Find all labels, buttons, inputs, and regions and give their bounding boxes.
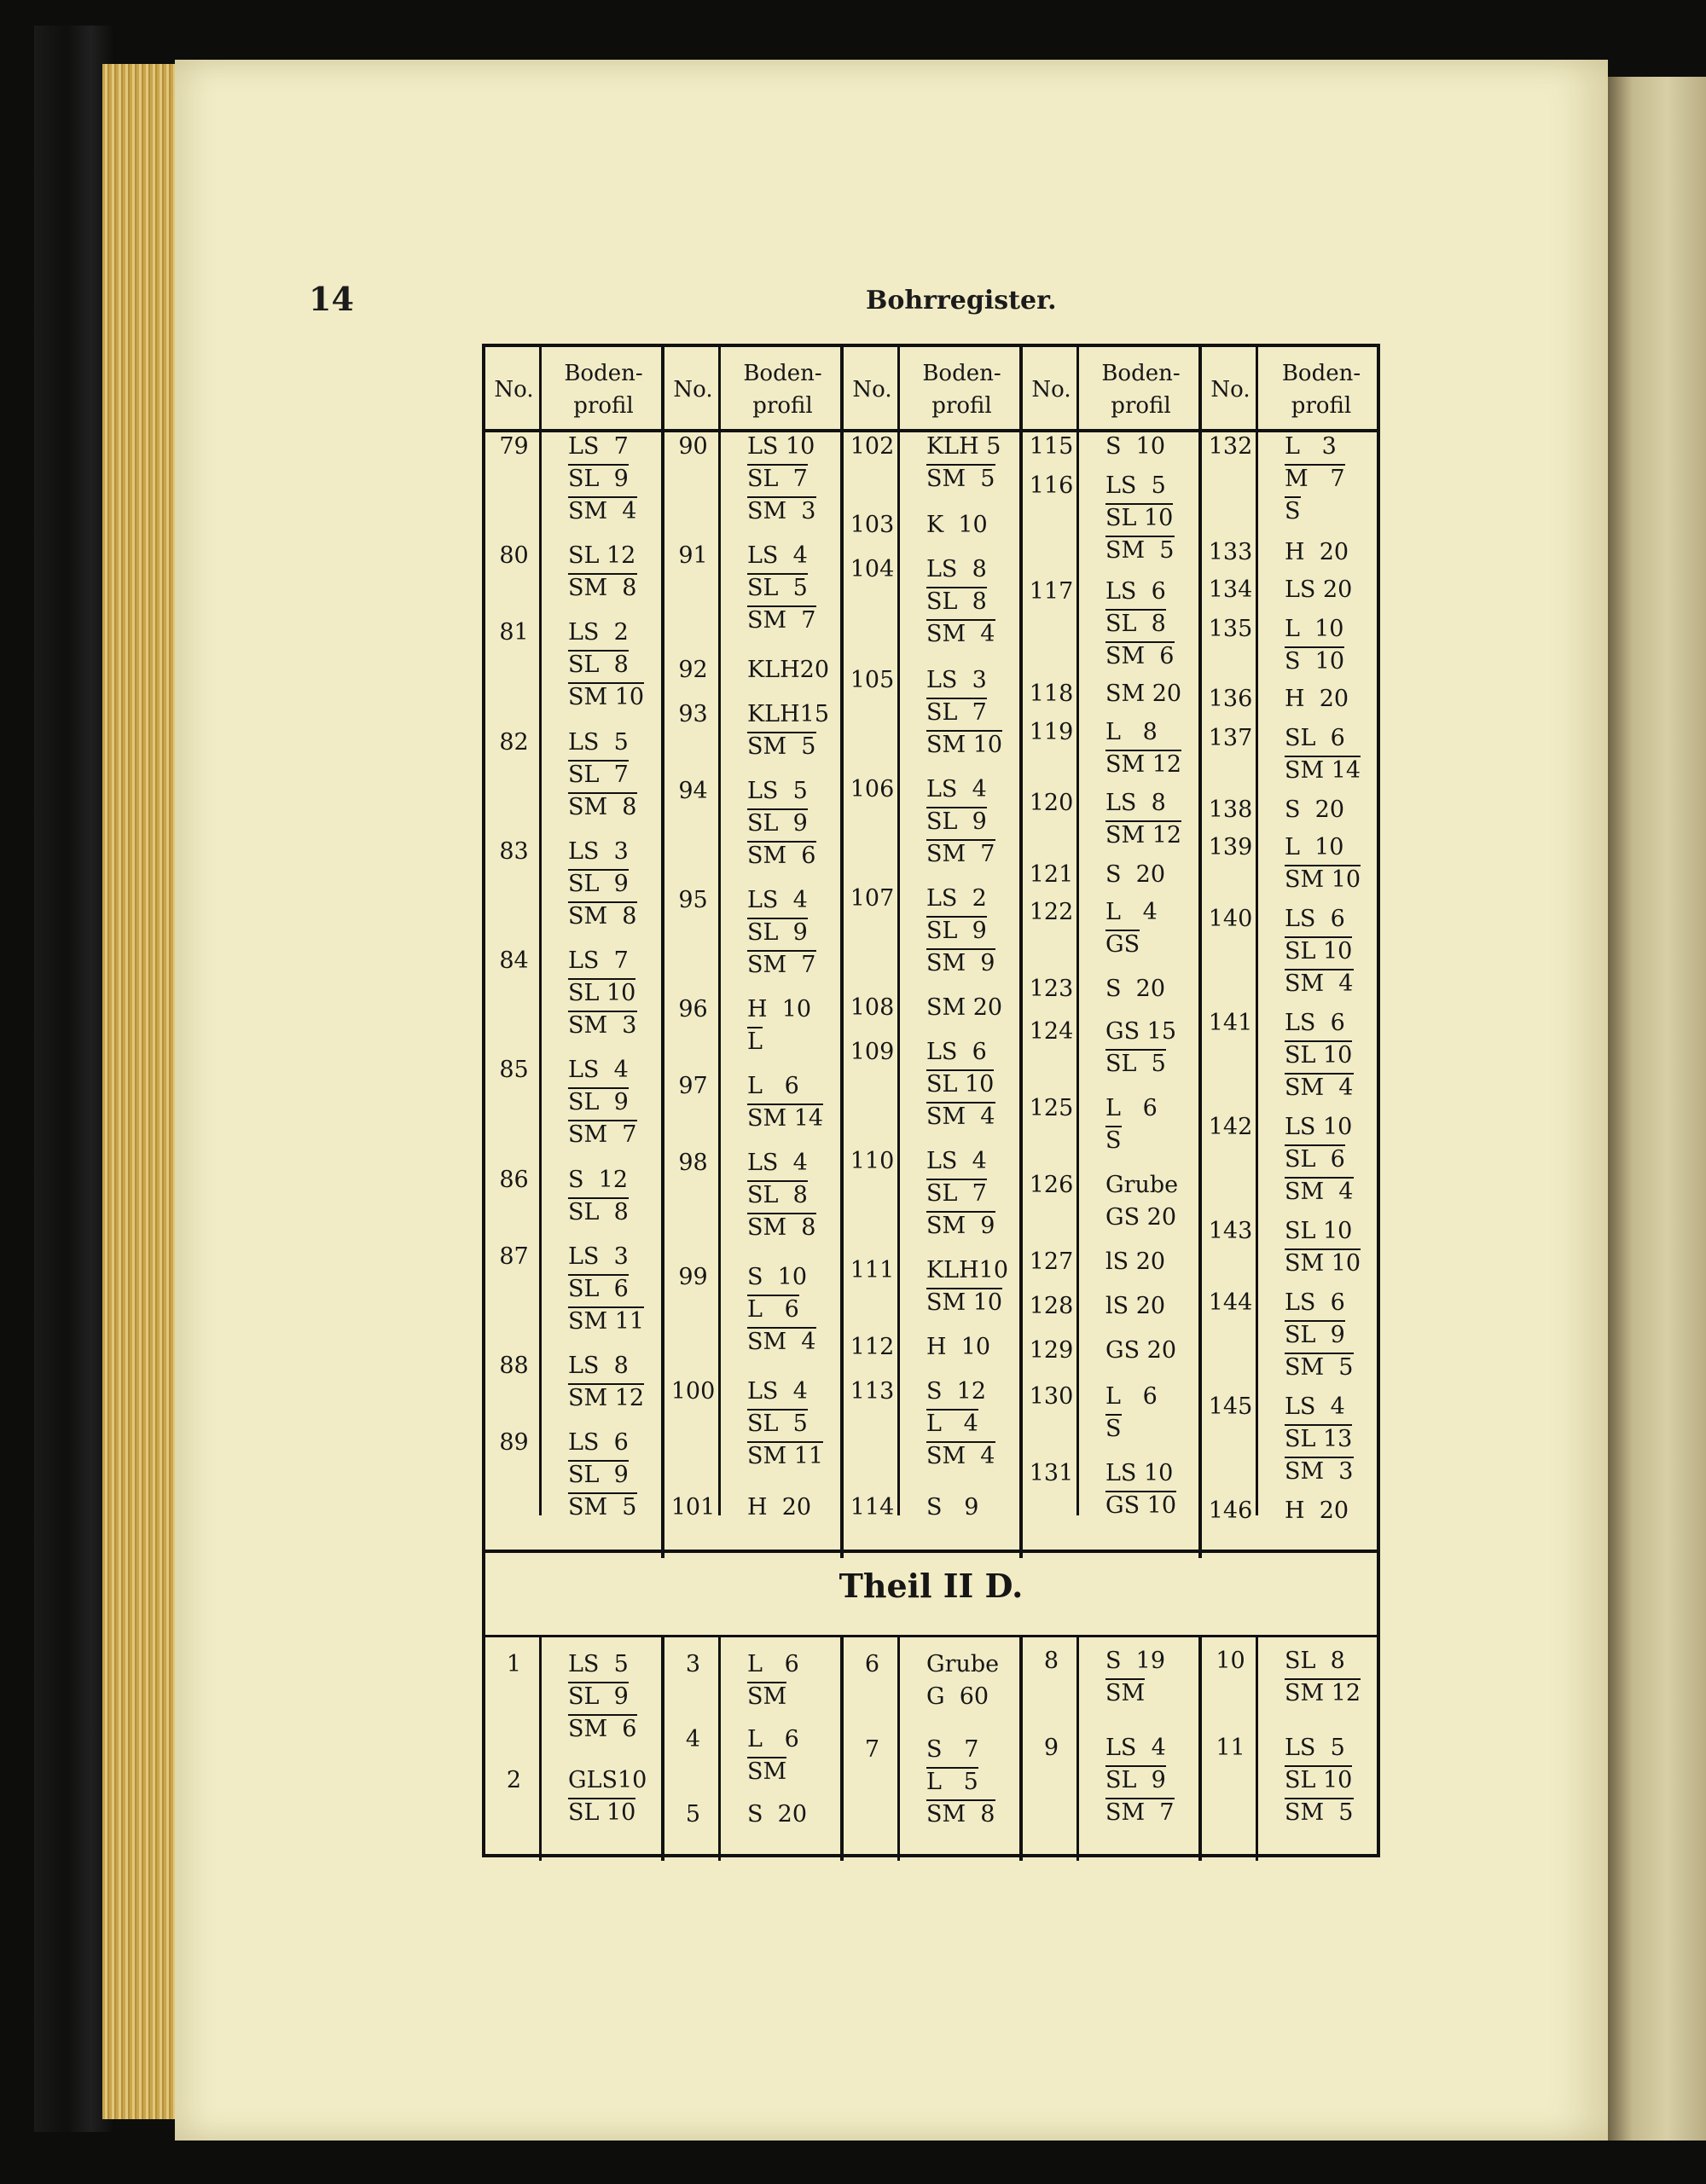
boring-number: 112 xyxy=(850,1334,895,1360)
soil-profile-entry: GS 10 xyxy=(1105,1492,1177,1519)
soil-profile-entry: SM 5 xyxy=(568,1494,637,1521)
soil-profile-entry: SM 10 xyxy=(1285,866,1361,893)
soil-profile-entry: LS 4 xyxy=(747,1378,808,1405)
soil-profile-entry: LS 7 xyxy=(568,947,629,974)
boring-number: 8 xyxy=(1043,1648,1059,1674)
boring-number: 10 xyxy=(1216,1648,1245,1674)
soil-profile-entry: L 6 xyxy=(1105,1383,1158,1410)
soil-profile-entry: SL 10 xyxy=(568,1799,636,1826)
boring-number: 101 xyxy=(670,1494,716,1521)
soil-profile-entry: SM 7 xyxy=(747,607,816,634)
boring-number: 79 xyxy=(499,433,529,460)
soil-profile-entry: SM 7 xyxy=(1105,1799,1175,1826)
soil-profile-entry: H 20 xyxy=(1285,539,1349,565)
soil-profile-entry: H 20 xyxy=(747,1494,812,1521)
soil-profile-entry: SL 7 xyxy=(568,762,629,788)
soil-profile-entry: L 6 xyxy=(747,1073,799,1099)
boring-number: 85 xyxy=(499,1057,529,1083)
soil-profile-entry: SL 5 xyxy=(747,575,808,601)
boring-number: 86 xyxy=(499,1167,529,1193)
soil-profile-entry: SM 4 xyxy=(926,1443,995,1469)
soil-profile-entry: LS 3 xyxy=(926,667,987,693)
soil-profile-entry: LS 5 xyxy=(568,1651,629,1677)
soil-profile-entry: LS 3 xyxy=(568,1243,629,1270)
boring-number: 119 xyxy=(1029,719,1074,745)
soil-profile-entry: LS 8 xyxy=(1105,790,1166,816)
soil-profile-entry: SM 3 xyxy=(747,498,816,524)
soil-profile-entry: SL 7 xyxy=(747,466,808,492)
soil-profile-entry: LS 6 xyxy=(1285,906,1345,932)
soil-profile-entry: SM 7 xyxy=(747,952,816,978)
boring-number: 132 xyxy=(1208,433,1253,460)
soil-profile-entry: LS 7 xyxy=(568,433,629,460)
soil-profile-entry: SL 7 xyxy=(926,1180,987,1207)
boring-number: 126 xyxy=(1029,1172,1074,1198)
boring-number: 130 xyxy=(1029,1383,1074,1410)
soil-profile-entry: SM xyxy=(1105,1680,1146,1706)
boring-number: 133 xyxy=(1208,539,1253,565)
soil-profile-entry: SL 10 xyxy=(926,1071,995,1098)
soil-profile-entry: LS 5 xyxy=(568,729,629,756)
soil-profile-entry: SM 4 xyxy=(926,1104,995,1130)
soil-profile-entry: SL 9 xyxy=(568,1462,629,1488)
soil-profile-entry: SM 9 xyxy=(926,1213,995,1239)
soil-profile-entry: SL 9 xyxy=(568,466,629,492)
boring-number: 87 xyxy=(499,1243,529,1270)
soil-profile-entry: SM 5 xyxy=(926,466,995,492)
header-profile: Boden- profil xyxy=(564,361,643,419)
boring-number: 137 xyxy=(1208,725,1253,751)
boring-number: 102 xyxy=(850,433,895,460)
boring-number: 89 xyxy=(499,1429,529,1456)
soil-profile-entry: KLH10 xyxy=(926,1257,1009,1283)
soil-profile-entry: SM 10 xyxy=(1285,1250,1361,1277)
boring-number: 97 xyxy=(678,1073,708,1099)
soil-profile-entry: SL 10 xyxy=(568,980,636,1006)
boring-number: 99 xyxy=(678,1264,708,1290)
soil-profile-entry: SM 4 xyxy=(568,498,637,524)
soil-profile-entry: LS 8 xyxy=(568,1353,629,1379)
soil-profile-entry: S 12 xyxy=(568,1167,629,1193)
soil-profile-entry: Grube xyxy=(1105,1172,1179,1198)
boring-number: 134 xyxy=(1208,576,1253,603)
soil-profile-entry: S xyxy=(1285,498,1301,524)
boring-number: 80 xyxy=(499,542,529,569)
soil-profile-entry: SL 9 xyxy=(1285,1322,1345,1348)
soil-profile-entry: SL 8 xyxy=(1105,611,1166,637)
soil-profile-entry: L 6 xyxy=(747,1726,799,1752)
soil-profile-entry: H 20 xyxy=(1285,686,1349,712)
soil-profile-entry: SL 9 xyxy=(747,919,808,946)
boring-number: 95 xyxy=(678,887,708,913)
boring-number: 125 xyxy=(1029,1095,1074,1121)
soil-profile-entry: M 7 xyxy=(1285,466,1345,492)
bore-register-table xyxy=(482,344,1380,1857)
soil-profile-entry: L 5 xyxy=(926,1769,978,1795)
soil-profile-entry: GS 20 xyxy=(1105,1337,1177,1364)
soil-profile-entry: L 6 xyxy=(747,1651,799,1677)
boring-number: 91 xyxy=(678,542,708,569)
soil-profile-entry: SM 20 xyxy=(926,994,1003,1021)
soil-profile-entry: L 10 xyxy=(1285,616,1344,642)
header-no: No. xyxy=(1031,377,1071,403)
boring-number: 123 xyxy=(1029,976,1074,1002)
boring-number: 6 xyxy=(864,1651,880,1677)
boring-number: 4 xyxy=(685,1726,701,1752)
boring-number: 145 xyxy=(1208,1393,1253,1420)
soil-profile-entry: KLH 5 xyxy=(926,433,1001,460)
soil-profile-entry: Grube xyxy=(926,1651,1000,1677)
soil-profile-entry: SL 10 xyxy=(1285,1042,1353,1069)
soil-profile-entry: LS 4 xyxy=(747,1150,808,1176)
group-divider xyxy=(1198,347,1202,1558)
soil-profile-entry: SM 10 xyxy=(568,684,645,710)
boring-number: 144 xyxy=(1208,1289,1253,1316)
boring-number: 116 xyxy=(1029,472,1074,499)
section-rule-top xyxy=(485,1550,1377,1553)
boring-number: 118 xyxy=(1029,681,1074,707)
boring-number: 146 xyxy=(1208,1498,1253,1524)
soil-profile-entry: L 10 xyxy=(1285,834,1344,860)
soil-profile-entry: GS 15 xyxy=(1105,1018,1177,1045)
soil-profile-entry: SL 5 xyxy=(1105,1051,1166,1077)
soil-profile-entry: LS 4 xyxy=(568,1057,629,1083)
boring-number: 1 xyxy=(506,1651,522,1677)
soil-profile-entry: LS 4 xyxy=(926,776,987,802)
column-divider xyxy=(539,347,542,1515)
boring-number: 106 xyxy=(850,776,895,802)
soil-profile-entry: LS 6 xyxy=(1285,1289,1345,1316)
boring-number: 120 xyxy=(1029,790,1074,816)
soil-profile-entry: SM 4 xyxy=(1285,970,1354,997)
soil-profile-entry: S 20 xyxy=(1105,861,1166,888)
facing-page-edge xyxy=(1608,77,1706,2141)
soil-profile-entry: S 19 xyxy=(1105,1648,1166,1674)
boring-number: 143 xyxy=(1208,1218,1253,1244)
soil-profile-entry: KLH15 xyxy=(747,701,830,727)
soil-profile-entry: SL 8 xyxy=(568,652,629,678)
header-profile: Boden- profil xyxy=(743,361,822,419)
boring-number: 11 xyxy=(1216,1735,1245,1761)
soil-profile-entry: GS 20 xyxy=(1105,1204,1177,1231)
header-no: No. xyxy=(852,377,892,403)
soil-profile-entry: SM 5 xyxy=(747,733,816,760)
header-profile: Boden- profil xyxy=(922,361,1001,419)
soil-profile-entry: SL 9 xyxy=(568,1683,629,1710)
soil-profile-entry: SM 6 xyxy=(568,1716,637,1742)
soil-profile-entry: SL 9 xyxy=(1105,1767,1166,1793)
boring-number: 109 xyxy=(850,1039,895,1065)
soil-profile-entry: SM 4 xyxy=(1285,1075,1354,1101)
soil-profile-entry: H 20 xyxy=(1285,1498,1349,1524)
soil-profile-entry: SM 10 xyxy=(926,732,1003,758)
section-title: Theil II D. xyxy=(838,1567,1024,1605)
soil-profile-entry: SL 8 xyxy=(568,1199,629,1225)
soil-profile-entry: SL 9 xyxy=(926,808,987,835)
soil-profile-entry: SL 10 xyxy=(1105,505,1174,531)
soil-profile-entry: SM 11 xyxy=(568,1308,645,1335)
header-profile: Boden- profil xyxy=(1281,361,1361,419)
soil-profile-entry: LS 10 xyxy=(1105,1460,1174,1486)
boring-number: 121 xyxy=(1029,861,1074,888)
boring-number: 3 xyxy=(685,1651,701,1677)
page-number: 14 xyxy=(309,280,354,318)
soil-profile-entry: SM 20 xyxy=(1105,681,1182,707)
boring-number: 127 xyxy=(1029,1248,1074,1275)
soil-profile-entry: SM 5 xyxy=(1285,1799,1354,1826)
soil-profile-entry: SM 6 xyxy=(747,843,816,869)
page-edges xyxy=(102,64,179,2119)
soil-profile-entry: SM 14 xyxy=(747,1105,824,1132)
soil-profile-entry: lS 20 xyxy=(1105,1248,1166,1275)
soil-profile-entry: K 10 xyxy=(926,512,988,538)
header-no: No. xyxy=(673,377,713,403)
boring-number: 93 xyxy=(678,701,708,727)
soil-profile-entry: H 10 xyxy=(926,1334,991,1360)
soil-profile-entry: SL 8 xyxy=(747,1182,808,1208)
boring-number: 5 xyxy=(685,1801,701,1828)
soil-profile-entry: SM 12 xyxy=(1285,1680,1361,1706)
header-no: No. xyxy=(494,377,534,403)
boring-number: 113 xyxy=(850,1378,895,1405)
boring-number: 82 xyxy=(499,729,529,756)
group-divider xyxy=(1019,347,1023,1558)
soil-profile-entry: LS 3 xyxy=(568,838,629,865)
boring-number: 84 xyxy=(499,947,529,974)
soil-profile-entry: LS 4 xyxy=(747,887,808,913)
soil-profile-entry: SM 5 xyxy=(1285,1354,1354,1381)
soil-profile-entry: SL 9 xyxy=(568,1089,629,1115)
soil-profile-entry: L 6 xyxy=(1105,1095,1158,1121)
soil-profile-entry: SM 9 xyxy=(926,950,995,976)
boring-number: 131 xyxy=(1029,1460,1074,1486)
soil-profile-entry: L 4 xyxy=(926,1411,978,1437)
soil-profile-entry: G 60 xyxy=(926,1683,989,1710)
soil-profile-entry: LS 4 xyxy=(747,542,808,569)
soil-profile-entry: SM 6 xyxy=(1105,643,1175,669)
soil-profile-entry: LS 6 xyxy=(1285,1010,1345,1036)
boring-number: 114 xyxy=(850,1494,895,1521)
soil-profile-entry: SL 7 xyxy=(926,699,987,726)
soil-profile-entry: SM 12 xyxy=(1105,751,1182,778)
soil-profile-entry: SM 8 xyxy=(747,1214,816,1241)
boring-number: 92 xyxy=(678,657,708,683)
soil-profile-entry: LS 4 xyxy=(926,1148,987,1174)
boring-number: 96 xyxy=(678,996,708,1022)
boring-number: 103 xyxy=(850,512,895,538)
soil-profile-entry: SM 8 xyxy=(568,903,637,930)
boring-number: 129 xyxy=(1029,1337,1074,1364)
soil-profile-entry: SL 13 xyxy=(1285,1426,1353,1452)
soil-profile-entry: SM xyxy=(747,1683,787,1710)
soil-profile-entry: SL 5 xyxy=(747,1411,808,1437)
soil-profile-entry: SL 6 xyxy=(1285,725,1345,751)
running-head: Bohrregister. xyxy=(866,286,1057,316)
boring-number: 107 xyxy=(850,885,895,912)
boring-number: 83 xyxy=(499,838,529,865)
soil-profile-entry: LS 5 xyxy=(1105,472,1166,499)
soil-profile-entry: SM 8 xyxy=(926,1801,995,1828)
soil-profile-entry: SM 4 xyxy=(926,621,995,647)
soil-profile-entry: SM 8 xyxy=(568,794,637,820)
boring-number: 94 xyxy=(678,778,708,804)
boring-number: 139 xyxy=(1208,834,1253,860)
soil-profile-entry: S 10 xyxy=(1105,433,1166,460)
soil-profile-entry: SM 3 xyxy=(568,1012,637,1039)
soil-profile-entry: SL 10 xyxy=(1285,1767,1353,1793)
soil-profile-entry: L 4 xyxy=(1105,899,1158,925)
soil-profile-entry: SL 6 xyxy=(568,1276,629,1302)
soil-profile-entry: S 20 xyxy=(1285,797,1345,823)
soil-profile-entry: LS 10 xyxy=(1285,1114,1353,1140)
boring-number: 122 xyxy=(1029,899,1074,925)
soil-profile-entry: LS 10 xyxy=(747,433,815,460)
boring-number: 128 xyxy=(1029,1293,1074,1319)
soil-profile-entry: S 12 xyxy=(926,1378,987,1405)
soil-profile-entry: SL 12 xyxy=(568,542,636,569)
boring-number: 100 xyxy=(670,1378,716,1405)
soil-profile-entry: LS 6 xyxy=(1105,578,1166,605)
soil-profile-entry: LS 4 xyxy=(1285,1393,1345,1420)
soil-profile-entry: L xyxy=(747,1028,763,1055)
boring-number: 141 xyxy=(1208,1010,1253,1036)
soil-profile-entry: SM 5 xyxy=(1105,537,1175,564)
soil-profile-entry: LS 5 xyxy=(747,778,808,804)
soil-profile-entry: LS 20 xyxy=(1285,576,1353,603)
soil-profile-entry: LS 5 xyxy=(1285,1735,1345,1761)
soil-profile-entry: LS 8 xyxy=(926,556,987,582)
soil-profile-entry: S 10 xyxy=(747,1264,808,1290)
soil-profile-entry: LS 6 xyxy=(568,1429,629,1456)
soil-profile-entry: SM xyxy=(747,1758,787,1785)
soil-profile-entry: SL 10 xyxy=(1285,938,1353,965)
soil-profile-entry: SM 4 xyxy=(747,1329,816,1355)
boring-number: 135 xyxy=(1208,616,1253,642)
soil-profile-entry: SL 9 xyxy=(926,918,987,944)
soil-profile-entry: SM 4 xyxy=(1285,1179,1354,1205)
soil-profile-entry: SM 12 xyxy=(568,1385,645,1411)
boring-number: 111 xyxy=(850,1257,895,1283)
boring-number: 136 xyxy=(1208,686,1253,712)
soil-profile-entry: SL 6 xyxy=(1285,1146,1345,1173)
boring-number: 138 xyxy=(1208,797,1253,823)
section-rule-bottom xyxy=(485,1635,1377,1637)
soil-profile-entry: SL 8 xyxy=(1285,1648,1345,1674)
soil-profile-entry: GS xyxy=(1105,931,1140,958)
soil-profile-entry: GLS10 xyxy=(568,1767,647,1793)
boring-number: 104 xyxy=(850,556,895,582)
soil-profile-entry: SM 14 xyxy=(1285,757,1361,784)
soil-profile-entry: L 3 xyxy=(1285,433,1337,460)
soil-profile-entry: S xyxy=(1105,1416,1122,1442)
column-divider xyxy=(718,347,721,1515)
soil-profile-entry: SL 9 xyxy=(568,871,629,897)
boring-number: 108 xyxy=(850,994,895,1021)
soil-profile-entry: S 9 xyxy=(926,1494,979,1521)
soil-profile-entry: S 20 xyxy=(1105,976,1166,1002)
soil-profile-entry: SL 8 xyxy=(926,588,987,615)
boring-number: 90 xyxy=(678,433,708,460)
boring-number: 142 xyxy=(1208,1114,1253,1140)
soil-profile-entry: LS 2 xyxy=(568,619,629,646)
header-no: No. xyxy=(1210,377,1250,403)
soil-profile-entry: L 6 xyxy=(747,1296,799,1323)
boring-number: 110 xyxy=(850,1148,895,1174)
boring-number: 115 xyxy=(1029,433,1074,460)
soil-profile-entry: lS 20 xyxy=(1105,1293,1166,1319)
soil-profile-entry: SM 11 xyxy=(747,1443,824,1469)
boring-number: 98 xyxy=(678,1150,708,1176)
boring-number: 88 xyxy=(499,1353,529,1379)
soil-profile-entry: S 20 xyxy=(747,1801,808,1828)
header-profile: Boden- profil xyxy=(1101,361,1181,419)
boring-number: 105 xyxy=(850,667,895,693)
soil-profile-entry: LS 6 xyxy=(926,1039,987,1065)
soil-profile-entry: SM 7 xyxy=(926,841,995,867)
boring-number: 140 xyxy=(1208,906,1253,932)
soil-profile-entry: S 7 xyxy=(926,1736,979,1763)
boring-number: 2 xyxy=(506,1767,522,1793)
soil-profile-entry: S xyxy=(1105,1127,1122,1154)
soil-profile-entry: KLH20 xyxy=(747,657,830,683)
boring-number: 124 xyxy=(1029,1018,1074,1045)
boring-number: 117 xyxy=(1029,578,1074,605)
soil-profile-entry: L 8 xyxy=(1105,719,1158,745)
soil-profile-entry: SL 9 xyxy=(747,810,808,837)
soil-profile-entry: H 10 xyxy=(747,996,812,1022)
soil-profile-entry: SM 8 xyxy=(568,575,637,601)
soil-profile-entry: SL 10 xyxy=(1285,1218,1353,1244)
soil-profile-entry: SM 12 xyxy=(1105,822,1182,849)
boring-number: 81 xyxy=(499,619,529,646)
boring-number: 9 xyxy=(1043,1735,1059,1761)
soil-profile-entry: SM 3 xyxy=(1285,1458,1354,1485)
soil-profile-entry: SM 7 xyxy=(568,1121,637,1148)
soil-profile-entry: LS 4 xyxy=(1105,1735,1166,1761)
soil-profile-entry: LS 2 xyxy=(926,885,987,912)
soil-profile-entry: SM 10 xyxy=(926,1289,1003,1316)
boring-number: 7 xyxy=(864,1736,880,1763)
soil-profile-entry: S 10 xyxy=(1285,648,1345,675)
